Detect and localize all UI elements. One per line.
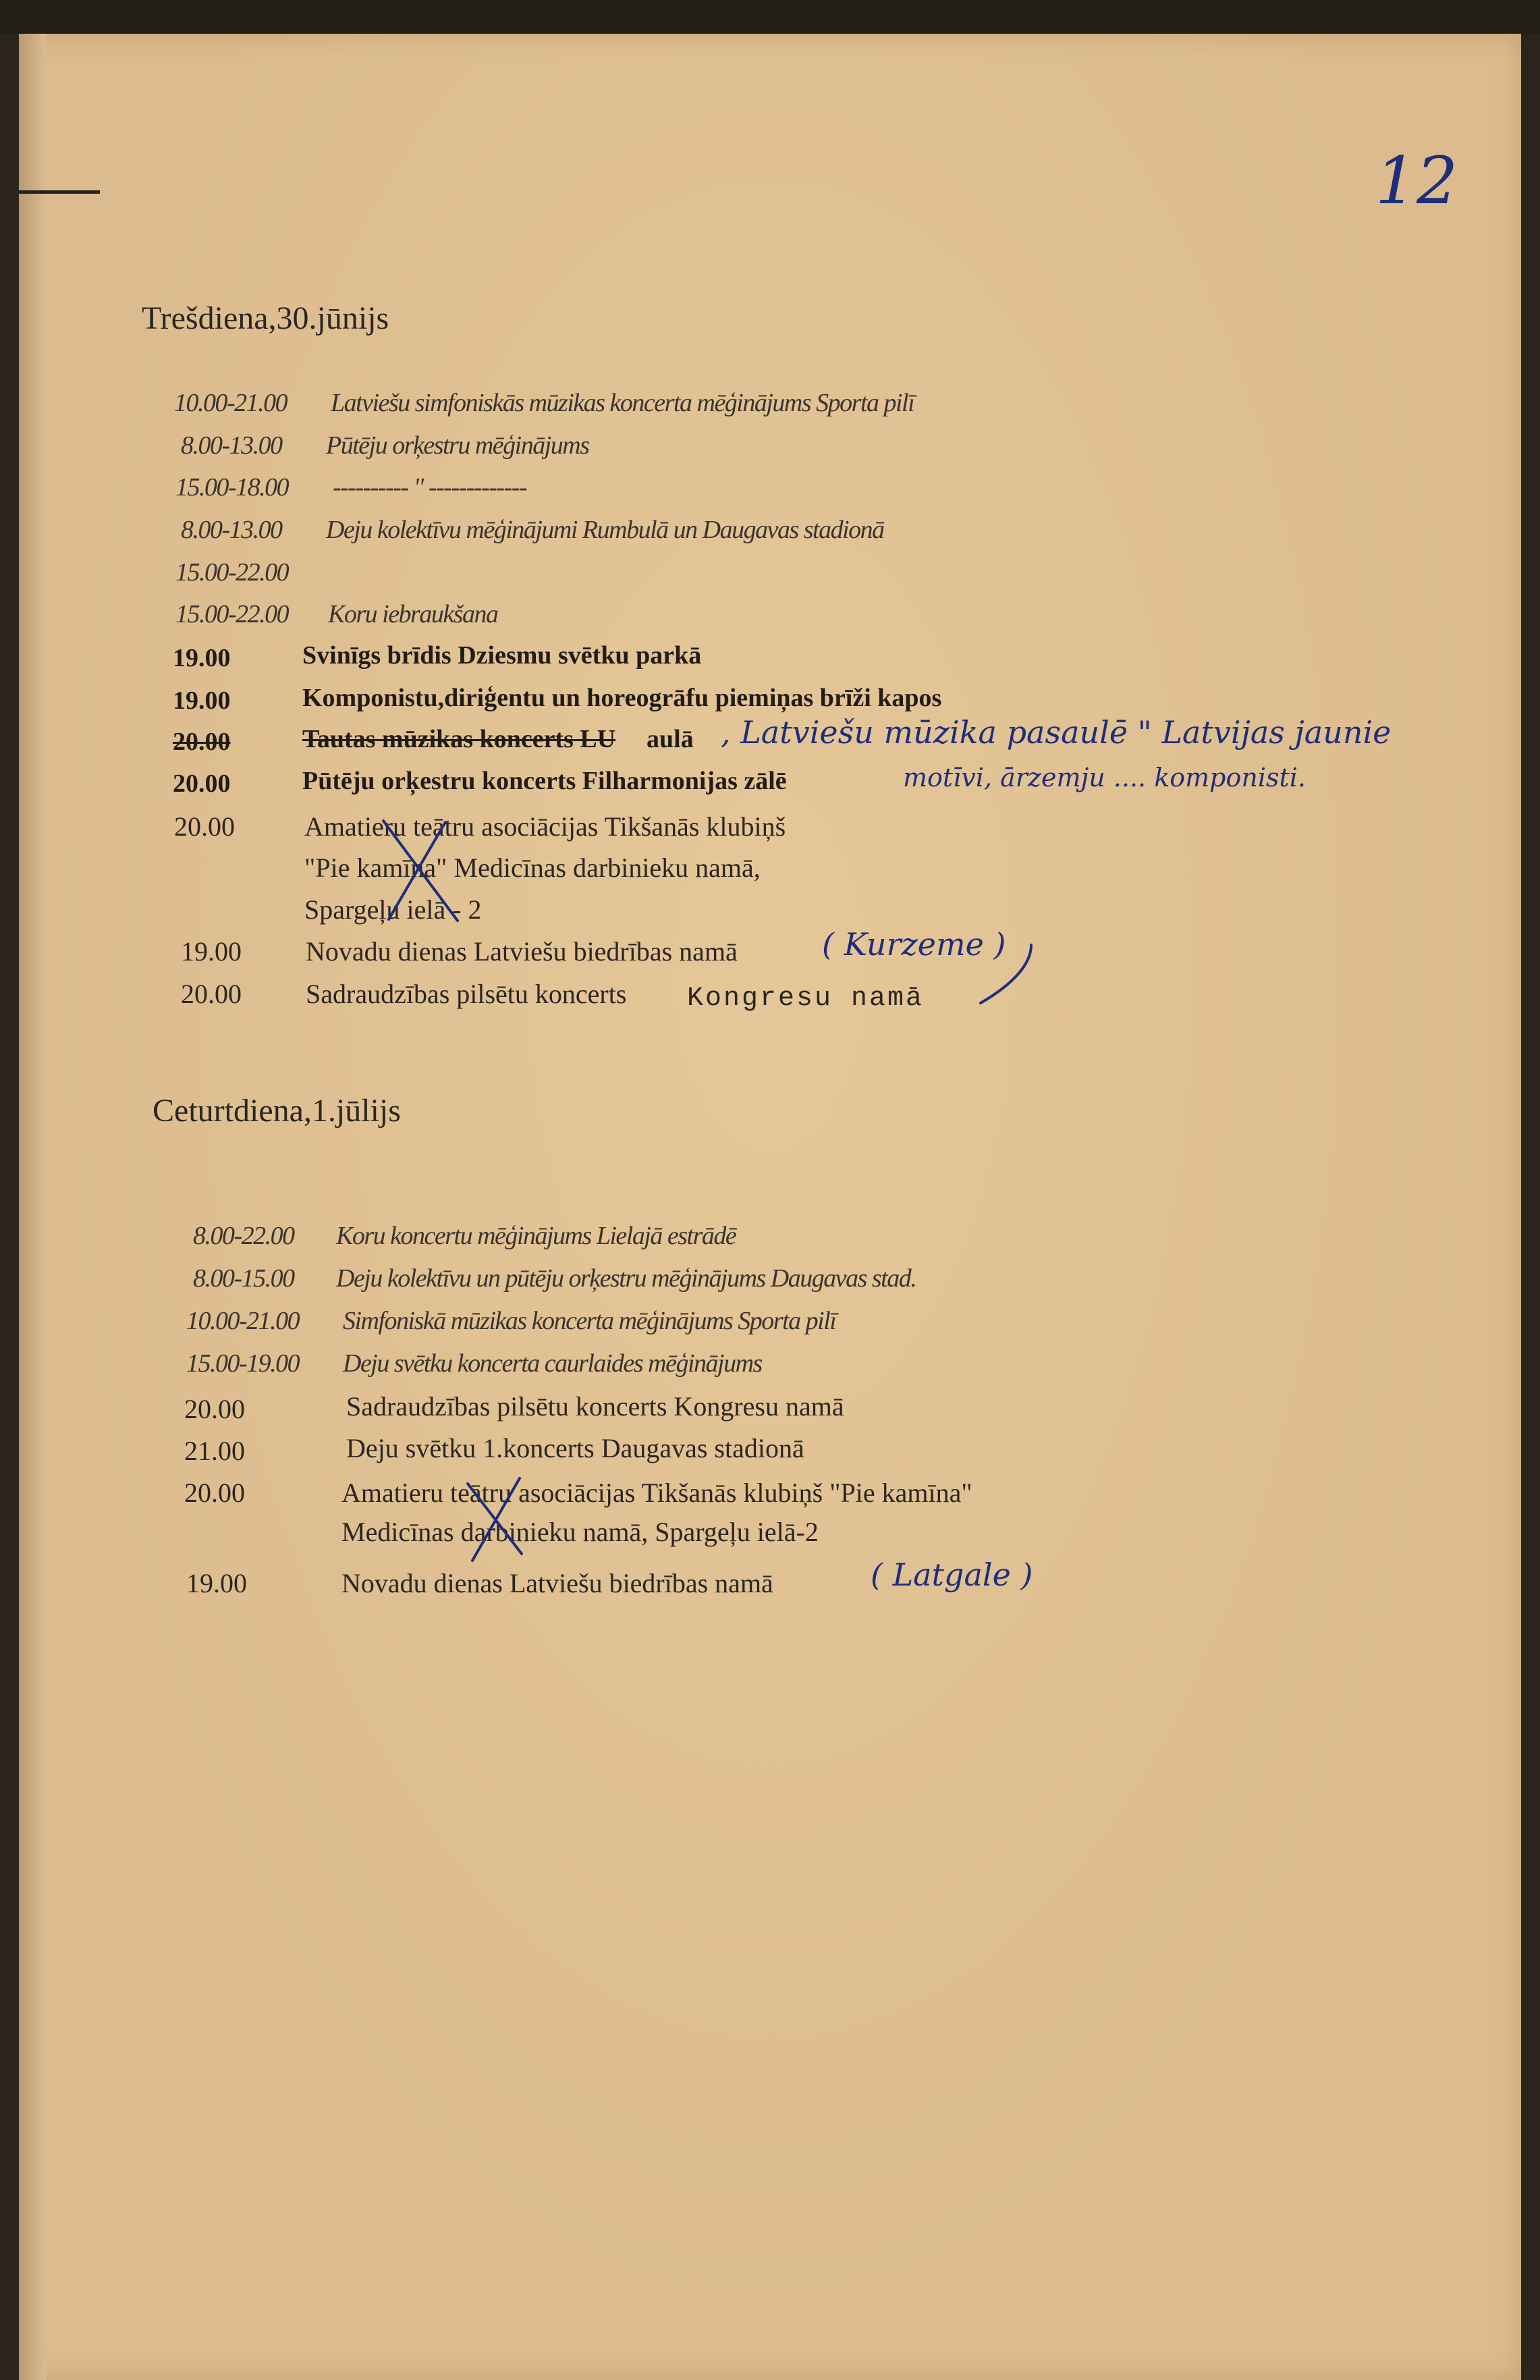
connector-stroke [981,945,1031,1003]
schedule-time: 8.00-15.00 [193,1264,294,1293]
schedule-time: 20.00 [181,979,242,1009]
schedule-time: 15.00-18.00 [175,473,289,502]
schedule-event: Amatieru teātru asociācijas Tikšanās klubiņš [304,811,786,842]
handwritten-region: ( Kurzeme ) [822,926,1006,963]
scan-top-edge [0,0,1540,34]
schedule-event-suffix: aulā [647,725,694,753]
schedule-event-struck: Tautas mūzikas koncerts LU [302,725,616,753]
schedule-event: Koru iebraukšana [328,600,498,628]
schedule-time: 15.00-22.00 [175,558,289,587]
pen-marks [19,34,1521,2380]
schedule-time: 20.00 [184,1478,245,1508]
schedule-time: 15.00-19.00 [186,1349,300,1378]
schedule-event: Komponistu,diriģentu un horeogrāfu piemiņas brīži kapos [302,684,942,712]
schedule-event: Sadraudzības pilsētu koncerts Kongresu namā [346,1391,844,1422]
schedule-event-line: Spargeļu ielā - 2 [304,894,482,925]
section-title-wednesday: Trešdiena,30.jūnijs [142,300,389,336]
schedule-event: Novadu dienas Latviešu biedrības namā [341,1568,773,1598]
schedule-event: ---------- " ------------- [333,473,527,502]
schedule-time: 20.00 [174,811,235,842]
schedule-event: Simfoniskā mūzikas koncerta mēģinājums Sporta pilī [343,1307,836,1335]
schedule-time: 20.00 [184,1394,245,1424]
schedule-time: 20.00 [173,769,231,798]
page-number: 12 [1375,143,1458,219]
schedule-event: Koru koncertu mēģinājums Lielajā estrādē [336,1222,736,1250]
typed-addition: Kongresu namā [687,983,925,1014]
schedule-event: Deju svētku 1.koncerts Daugavas stadionā [346,1433,804,1463]
schedule-time: 15.00-22.00 [175,600,289,628]
schedule-time: 10.00-21.00 [174,389,287,417]
section-title-thursday: Ceturtdiena,1.jūlijs [153,1093,401,1129]
schedule-event: Deju kolektīvu un pūtēju orķestru mēģinājums Daugavas stad. [336,1264,916,1293]
schedule-event: Pūtēju orķestru mēģinājums [326,431,589,460]
cross-out-mark [389,822,445,919]
handwritten-note: , Latviešu mūzika pasaulē " Latvijas jaunie [721,714,1392,751]
schedule-event: Sadraudzības pilsētu koncerts [306,979,627,1009]
handwritten-region: ( Latgale ) [871,1557,1033,1593]
schedule-event: Pūtēju orķestru koncerts Filharmonijas zālē [302,767,787,795]
schedule-event: Svinīgs brīdis Dziesmu svētku parkā [302,641,702,670]
schedule-time: 8.00-13.00 [181,516,282,544]
cross-out-mark [383,821,458,921]
document-page [19,34,1521,2380]
schedule-time: 19.00 [173,644,231,672]
schedule-time: 19.00 [173,686,231,715]
schedule-event-line: "Pie kamīna" Medicīnas darbinieku namā, [304,853,761,883]
schedule-time: 19.00 [181,936,242,967]
schedule-time: 21.00 [184,1436,245,1466]
schedule-event-line: Medicīnas darbinieku namā, Spargeļu ielā-2 [341,1517,819,1547]
schedule-time: 8.00-13.00 [181,431,282,460]
handwritten-note: motīvi, ārzemju .... komponisti. [903,763,1306,792]
cross-out-mark [468,1484,522,1554]
schedule-event: Deju svētku koncerta caurlaides mēģinājums [343,1349,762,1378]
schedule-event: Amatieru teātru asociācijas Tikšanās klubiņš "Pie kamīna" [341,1478,972,1508]
cross-out-mark [472,1478,520,1561]
schedule-event: Novadu dienas Latviešu biedrības namā [306,936,738,967]
schedule-time: 10.00-21.00 [186,1307,300,1335]
schedule-time-struck: 20.00 [173,728,231,756]
schedule-time: 8.00-22.00 [193,1222,294,1250]
schedule-time: 19.00 [186,1568,247,1598]
schedule-event: Latviešu simfoniskās mūzikas koncerta mēģinājums Sporta pilī [331,389,914,417]
schedule-event: Deju kolektīvu mēģinājumi Rumbulā un Daugavas stadionā [326,516,884,544]
